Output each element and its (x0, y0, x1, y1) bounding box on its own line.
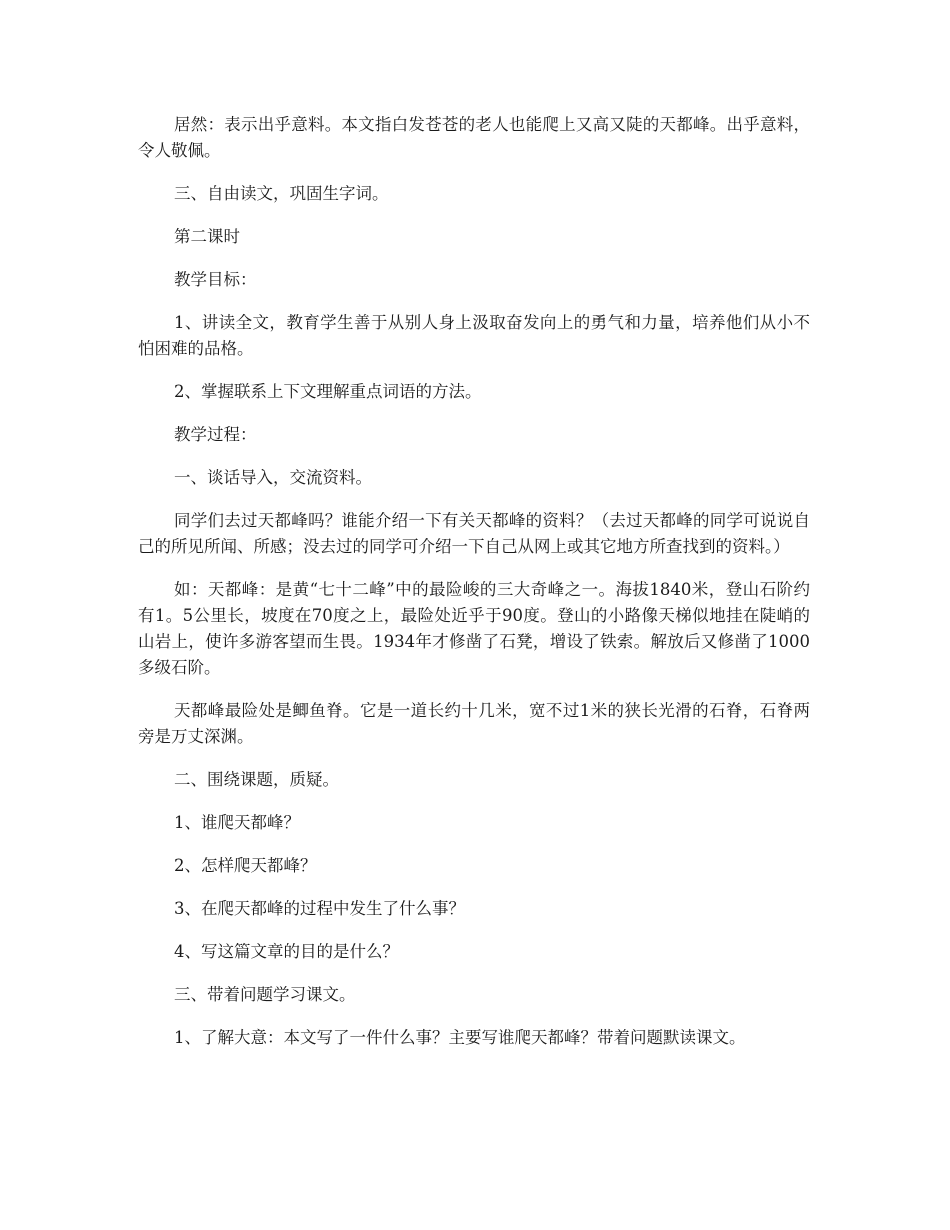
paragraph-goal-1: 1、讲读全文，教育学生善于从别人身上汲取奋发向上的勇气和力量，培养他们从小不怕困难的品格。 (138, 313, 810, 358)
paragraph-step-three-study: 三、带着问题学习课文。 (174, 985, 356, 1004)
paragraph-goal-2: 2、掌握联系上下文理解重点词语的方法。 (174, 382, 482, 401)
document-page (138, 112, 810, 1068)
paragraph-step-three-free-reading: 三、自由读文，巩固生字词。 (174, 184, 389, 203)
paragraph-teaching-goals-heading: 教学目标： (174, 270, 257, 289)
paragraph-tiandu-facts: 如：天都峰：是黄“七十二峰”中的最险峻的三大奇峰之一。海拔1840米，登山石阶约有1。5公里长，坡度在70度之上，最险处近乎于90度。登山的小路像天梯似地挂在陡峭的山岩上，使许多游客望而生畏。1934年才修凿了石凳，增设了铁索。解放后又修凿了1000多级石阶。 (138, 580, 810, 677)
paragraph-question-4: 4、写这篇文章的目的是什么？ (174, 942, 399, 961)
paragraph-step-one-intro: 一、谈话导入，交流资料。 (174, 468, 372, 487)
paragraph-question-2: 2、怎样爬天都峰？ (174, 856, 317, 875)
paragraph-step-two-questions: 二、围绕课题，质疑。 (174, 770, 339, 789)
paragraph-question-3: 3、在爬天都峰的过程中发生了什么事？ (174, 899, 465, 918)
paragraph-second-lesson-heading: 第二课时 (174, 227, 240, 246)
paragraph-intro-question: 同学们去过天都峰吗？谁能介绍一下有关天都峰的资料？（去过天都峰的同学可说说自己的所见所闻、所感；没去过的同学可介绍一下自己从网上或其它地方所查找到的资料。） (138, 511, 810, 556)
paragraph-juran-definition: 居然：表示出乎意料。本文指白发苍苍的老人也能爬上又高又陡的天都峰。出乎意料，令人敬佩。 (138, 115, 810, 160)
paragraph-question-1: 1、谁爬天都峰？ (174, 813, 300, 832)
paragraph-jiyuji: 天都峰最险处是鲫鱼脊。它是一道长约十几米，宽不过1米的狭长光滑的石脊，石脊两旁是万丈深渊。 (138, 701, 810, 746)
paragraph-teaching-process-heading: 教学过程： (174, 425, 257, 444)
paragraph-understand-main-idea: 1、了解大意：本文写了一件什么事？主要写谁爬天都峰？带着问题默读课文。 (174, 1028, 746, 1047)
